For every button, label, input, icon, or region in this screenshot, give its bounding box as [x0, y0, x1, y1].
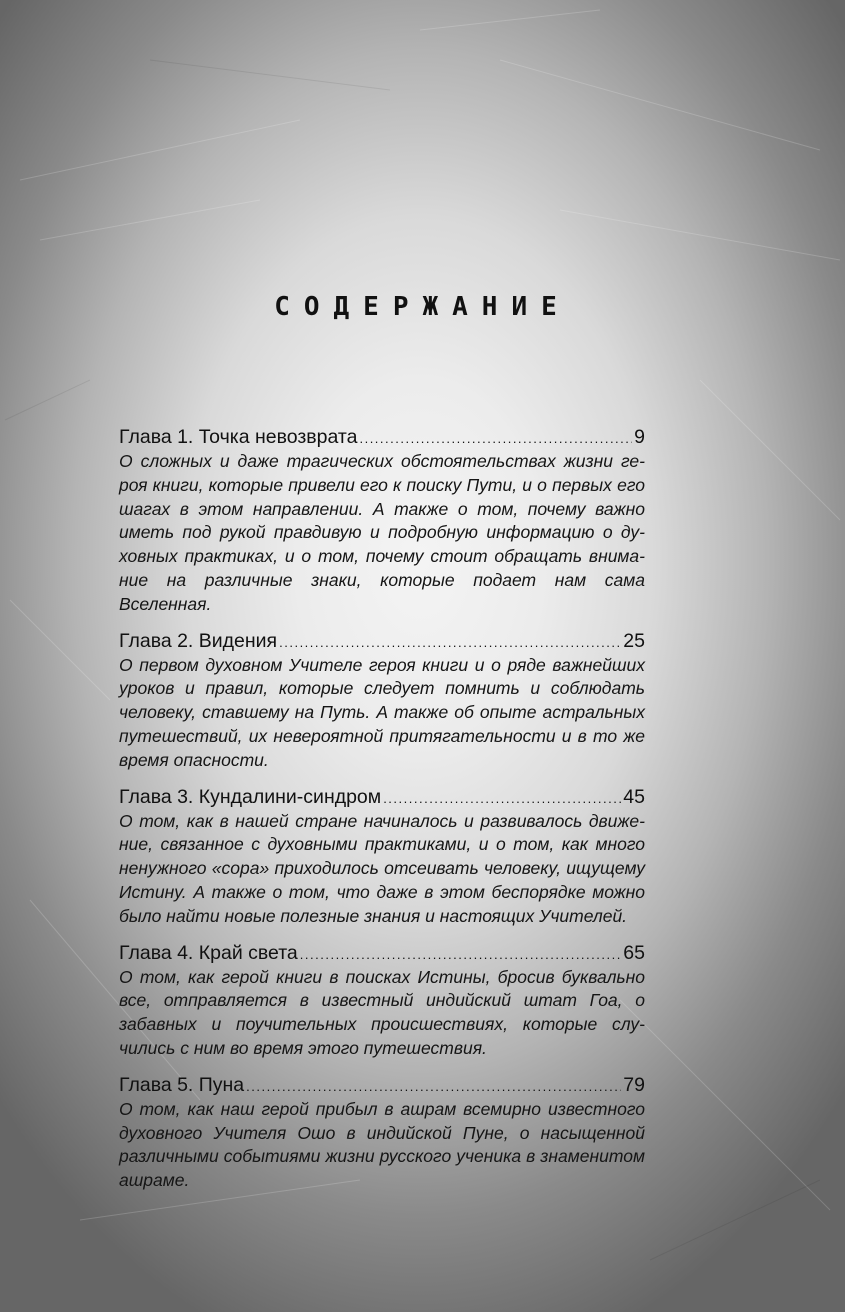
page-number: 45 [623, 785, 645, 808]
toc-chapter-line[interactable] [119, 784, 645, 810]
toc-entry [119, 1072, 645, 1193]
page-number: 25 [623, 629, 645, 652]
chapter-title: Глава 3. Кундалини-синдром [119, 785, 382, 808]
chapter-title: Глава 4. Край света [119, 941, 298, 964]
toc-entry [119, 424, 645, 617]
chapter-description: О первом духовном Учителе героя книги и о ряде важнейших уроков и правил, которые следует помнить и соблюдать человеку, ставшему на Путь. А также об опыте астральных путешествий, их невероятной притягательности и в то же время опасности. [119, 654, 645, 770]
chapter-title: Глава 5. Пуна [119, 1073, 245, 1096]
page-number: 9 [634, 426, 645, 448]
toc-entry [119, 628, 645, 773]
dot-leader [300, 942, 622, 968]
toc-entry [119, 784, 645, 929]
toc-chapter-line[interactable] [119, 940, 645, 966]
page-title: СОДЕРЖАНИЕ [274, 292, 571, 322]
toc-chapter-line[interactable] [119, 1072, 645, 1098]
dot-leader [246, 1074, 621, 1100]
toc-entry [119, 940, 645, 1061]
dot-leader [359, 426, 632, 452]
chapter-title: Глава 1. Точка невозврата [119, 426, 358, 448]
dot-leader [279, 630, 621, 656]
dot-leader [383, 786, 621, 812]
table-of-contents [119, 424, 645, 1204]
page-number: 79 [623, 1073, 645, 1096]
chapter-description: О том, как в нашей стране начиналось и развивалось движение, связанное с духовными практиками, и о том, как много ненужного «сора» приходилось отсеивать человеку, ищущему Истину. А также о том, что даже в этом беспорядке можно было найти новые полезные знания и настоящих Учителей. [119, 810, 645, 926]
page-number: 65 [623, 941, 645, 964]
chapter-description: О сложных и даже трагических обстоятельствах жизни героя книги, которые привели его к поиску Пути, и о первых его шагах в этом направлении. А также о том, почему важно иметь под рукой правдивую и подробную информацию о духовных практиках, и о том, почему стоит обращать внимание на различные знаки, которые подает нам сама Вселенная. [119, 451, 645, 614]
toc-chapter-line[interactable] [119, 424, 645, 450]
chapter-description: О том, как наш герой прибыл в ашрам всемирно известного духовного Учителя Ошо в индийской Пуне, о насыщенной различными событиями жизни русского ученика в знаменитом ашраме. [119, 1098, 645, 1191]
chapter-description: О том, как герой книги в поисках Истины, бросив буквально все, отправляется в известный индийский штат Гоа, о забавных и поучительных происшествиях, которые случились с ним во время этого путешествия. [119, 966, 645, 1058]
toc-chapter-line[interactable] [119, 628, 645, 654]
chapter-title: Глава 2. Видения [119, 629, 278, 652]
